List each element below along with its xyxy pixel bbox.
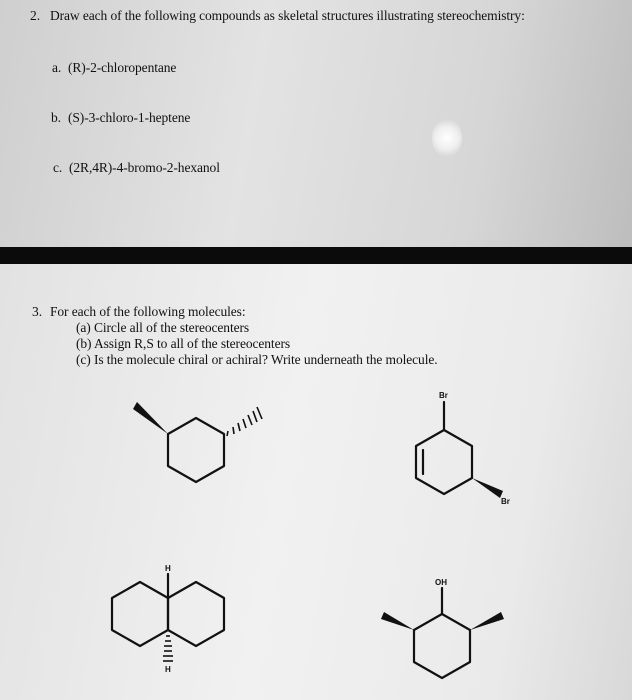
molecule-1-ring [168,418,224,482]
molecule-3-h-top: H [165,564,171,573]
question-2-prompt: Draw each of the following compounds as skeletal structures illustrating stereochemistry: [50,8,525,23]
question-3-prompt: For each of the following molecules: [50,304,246,319]
question-3-number: 3. [32,304,43,319]
part-c-text: (2R,4R)-4-bromo-2-hexanol [69,160,220,175]
part-b-letter: b. [51,110,61,125]
subpart-a: (a) Circle all of the stereocenters [76,320,250,335]
part-a-text: (R)-2-chloropentane [68,60,177,75]
molecule-3-h-bottom: H [165,665,171,674]
subpart-b: (b) Assign R,S to all of the stereocenters [76,336,291,351]
subpart-c: (c) Is the molecule chiral or achiral? Write underneath the molecule. [76,352,438,367]
molecule-2-ring [416,430,472,494]
molecule-4-wedge-right [470,612,504,630]
molecule-2-br-side: Br [501,497,510,506]
question-2-number: 2. [30,8,41,23]
molecule-2-wedge [472,478,503,498]
molecule-4-oh: OH [435,578,447,587]
molecule-2-br-top: Br [439,391,448,400]
part-b-text: (S)-3-chloro-1-heptene [68,110,191,125]
molecule-1-wedge [133,402,168,434]
molecule-3-ring-right [168,582,224,646]
molecule-4-wedge-left [381,612,414,630]
molecule-4-ring [414,614,470,678]
molecule-1-hash [227,407,262,436]
molecule-3-ring-left [112,582,168,646]
part-a-letter: a. [52,60,62,75]
molecule-3-hash [163,636,173,661]
part-c-letter: c. [53,160,63,175]
